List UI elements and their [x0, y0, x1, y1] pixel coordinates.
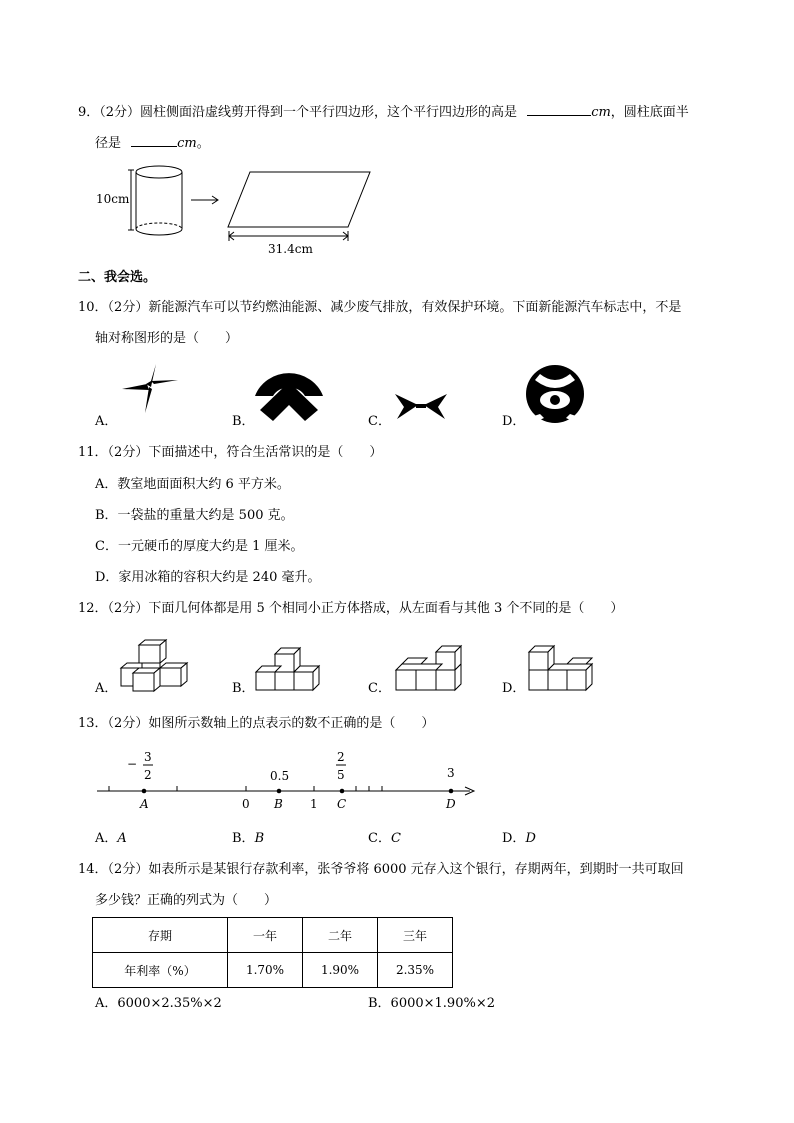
frac-c-den: 5	[337, 768, 345, 782]
q13-option-d-prefix: D．	[502, 831, 526, 846]
q13-option-c-letter: C	[390, 831, 401, 846]
table-cell: 二年	[303, 918, 378, 953]
q9-height-label: 10cm	[96, 192, 130, 206]
q11-option-b[interactable]: B．一袋盐的重量大约是 500 克。	[95, 508, 294, 523]
point-c-label: C	[337, 797, 347, 811]
section-title: 二、我会选。	[78, 270, 157, 285]
q13-option-d-letter: D	[525, 831, 536, 846]
q10-option-d[interactable]: D．	[502, 414, 526, 429]
q13-option-d[interactable]	[502, 831, 536, 847]
table-row	[93, 918, 453, 953]
point-a-label: A	[140, 797, 149, 811]
val-b: 0.5	[270, 769, 290, 783]
q13-option-a-prefix: A．	[95, 831, 118, 846]
q14-line1: 14．（2分）如表所示是某银行存款利率，张爷爷将 6000 元存入这个银行，存期两年，到期时一共可取回	[78, 862, 684, 877]
q10-option-b[interactable]: B．	[232, 414, 255, 429]
q12-stem: 12．（2分）下面几何体都是用 5 个相同小正方体搭成，从左面看与其他 3 个不同的是（ ）	[78, 601, 624, 616]
q10-option-c[interactable]: C．	[368, 414, 391, 429]
q13-option-b-letter: B	[254, 831, 265, 846]
q14-option-b[interactable]: B．6000×1.90%×2	[368, 996, 495, 1011]
q11-option-d[interactable]: D．家用冰箱的容积大约是 240 毫升。	[95, 570, 321, 585]
q13-option-b[interactable]	[232, 831, 264, 847]
point-b-label: B	[274, 797, 283, 811]
table-cell: 1.70%	[228, 953, 303, 988]
rate-table	[92, 917, 453, 988]
q9-unit2: cm	[177, 136, 197, 151]
q10-line2: 轴对称图形的是（ ）	[95, 331, 239, 346]
q11-option-c[interactable]: C．一元硬币的厚度大约是 1 厘米。	[95, 539, 304, 554]
table-cell: 1.90%	[303, 953, 378, 988]
frac-c-num: 2	[337, 750, 345, 764]
table-row	[93, 953, 453, 988]
q9-text-pre2: 径是	[95, 136, 122, 151]
q9-base-label: 31.4cm	[268, 242, 313, 256]
q9-text-post: ，圆柱底面半	[610, 105, 689, 120]
table-cell: 年利率（%）	[93, 953, 228, 988]
q10-line1: 10．（2分）新能源汽车可以节约燃油能源、减少废气排放，有效保护环境。下面新能源汽车标志中，不是	[78, 300, 682, 315]
table-cell: 三年	[378, 918, 453, 953]
table-cell: 存期	[93, 918, 228, 953]
q12-option-b[interactable]: B．	[232, 681, 255, 696]
q14-option-a[interactable]: A．6000×2.35%×2	[95, 996, 222, 1011]
q13-option-b-prefix: B．	[232, 831, 255, 846]
q13-option-c-prefix: C．	[368, 831, 391, 846]
q12-option-a[interactable]: A．	[95, 681, 118, 696]
table-cell: 一年	[228, 918, 303, 953]
q14-line2: 多少钱？正确的列式为（ ）	[95, 893, 278, 908]
tick-1-label: 1	[310, 797, 318, 811]
q10-option-a[interactable]: A．	[95, 414, 118, 429]
frac-a-num: 3	[144, 750, 152, 764]
q11-option-a[interactable]: A．教室地面面积大约 6 平方米。	[95, 477, 290, 492]
q13-option-a-letter: A	[117, 831, 127, 846]
table-cell: 2.35%	[378, 953, 453, 988]
q9-text-post2: 。	[196, 136, 210, 151]
q12-option-c[interactable]: C．	[368, 681, 391, 696]
q11-stem: 11．（2分）下面描述中，符合生活常识的是（ ）	[78, 445, 383, 460]
frac-a-den: 2	[144, 768, 152, 782]
neg-sign: −	[127, 757, 138, 771]
val-d: 3	[447, 766, 455, 780]
q12-option-d[interactable]: D．	[502, 681, 526, 696]
q9-unit: cm	[591, 105, 611, 120]
tick-0-label: 0	[242, 797, 250, 811]
point-d-label: D	[446, 797, 456, 811]
q13-stem: 13．（2分）如图所示数轴上的点表示的数不正确的是（ ）	[78, 716, 435, 731]
q13-option-c[interactable]	[368, 831, 401, 847]
q9-text-pre: 9．（2分）圆柱侧面沿虚线剪开得到一个平行四边形，这个平行四边形的高是	[78, 105, 518, 120]
q13-option-a[interactable]	[95, 831, 127, 847]
